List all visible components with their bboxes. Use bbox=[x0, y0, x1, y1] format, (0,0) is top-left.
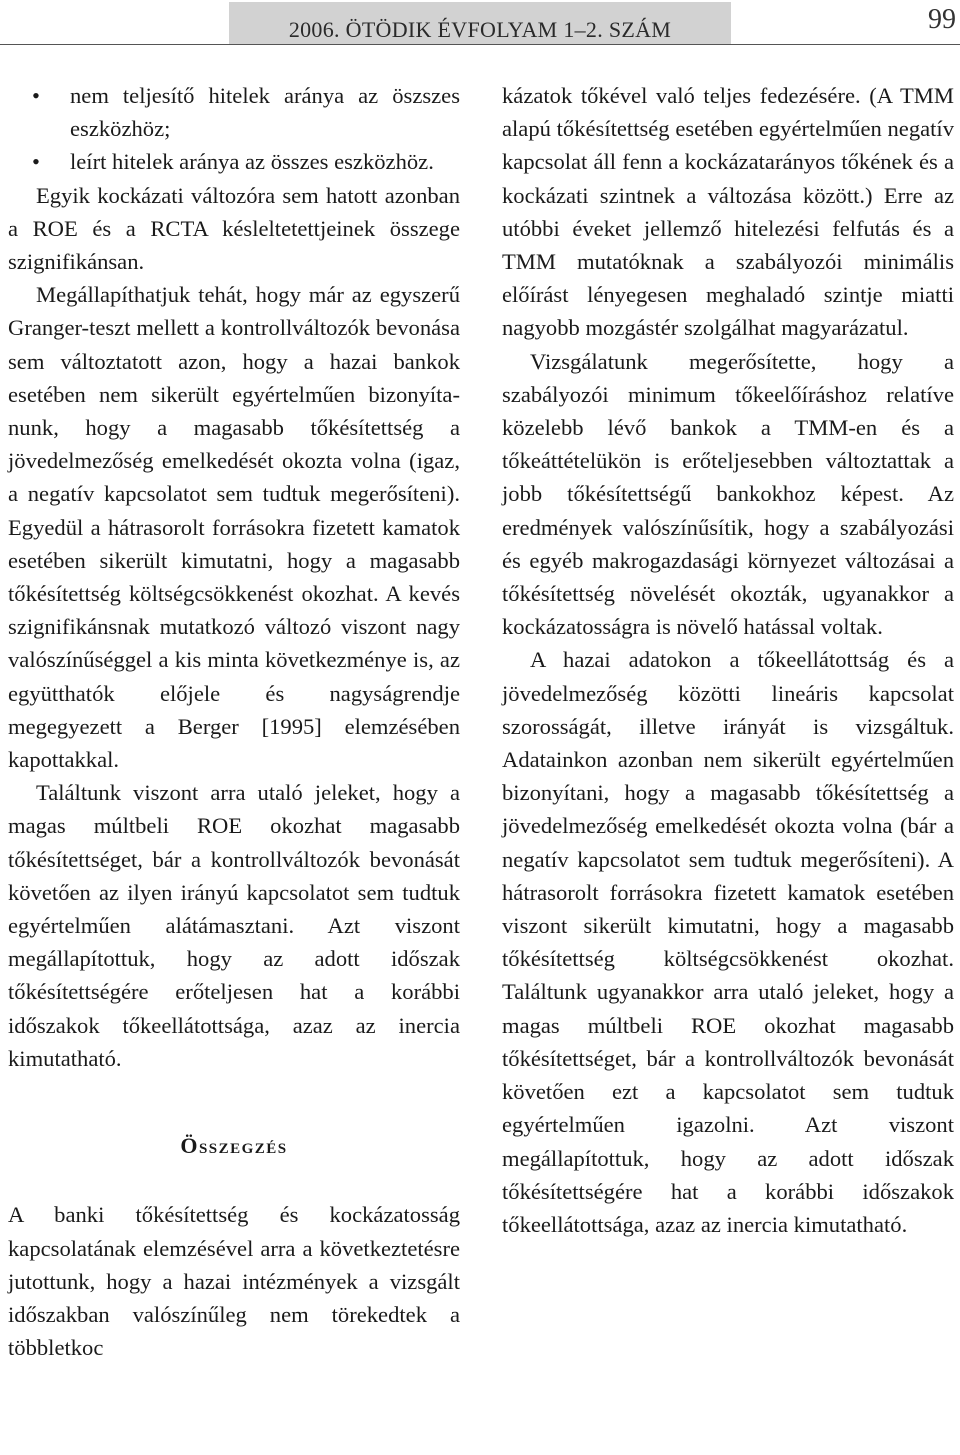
header-band bbox=[229, 2, 731, 44]
header-rule bbox=[0, 44, 960, 45]
bullet-list bbox=[8, 79, 460, 179]
left-column bbox=[8, 79, 460, 1364]
body-paragraph: A hazai adatokon a tőkeellátottság és a jövedelmezőség közötti lineáris kapcsolat szorosságát, illetve irányát is vizsgáltuk. Adatainkon azonban nem sikerült egyértelműen bizonyítani, hogy a magasabb tőkésítettség a jövedelmezőség emelkedését okozta volna (bár a negatív kapcsolatot sem tudtuk megerősíteni). A hátrasorolt forrásokra fizetett kamatok esetében viszont sikerült kimutatni, hogy a magasabb tőkésítettség költségcsökkenést okozhat. Találtunk ugyanakkor arra utaló jeleket, hogy a magas múltbeli ROE okozhat magasabb tőkésítettséget, bár a kontrollváltozók bevonását követően ezt a kapcsolatot sem tudtuk egyértelműen igazolni. Azt viszont megállapítottuk, hogy az adott időszak tőkésítettségére hat a korábbi időszakok tőkeellátottsága, azaz az inercia kimutatható. bbox=[502, 647, 954, 1237]
right-column bbox=[502, 79, 954, 1241]
body-paragraph: Vizsgálatunk megerősítette, hogy a szabályozói minimum tőkeelőíráshoz relatíve közelebb lévő bankok a TMM-en és a tőkeáttételükön is erőteljesebben változtattak a jobb tőkésítettségű bankokhoz képest. Az eredmények valószínűsítik, hogy a szabályozási és egyéb makrogazdasági környezet változásai a tőkésítettség növelését okozták, ugyanakkor a kockázatosságra is növelő hatással voltak. bbox=[502, 348, 954, 640]
journal-issue-title: 2006. ÖTÖDIK ÉVFOLYAM 1–2. SZÁM bbox=[288, 17, 672, 42]
body-paragraph: kázatok tőkével való teljes fedezésére. (A TMM alapú tőkésítettség esetében egyértelműen negatív kapcsolat áll fenn a kockázatarányos tőkének és a kockázati szintnek a változása között.) Erre az utóbbi éveket jellemző hitelezési felfutás és a TMM mutatóknak a szabályozói minimális előírást lényegesen meghaladó szintje miatti nagyobb mozgástér szolgálhat magyarázatul. bbox=[502, 83, 954, 341]
list-item bbox=[8, 79, 460, 145]
bullet-icon: • bbox=[32, 149, 40, 175]
page-number: 99 bbox=[928, 4, 956, 35]
body-paragraph: Megállapíthatjuk tehát, hogy már az egyszerű Granger-teszt mellett a kontrollváltozók bevonása sem változtatott azon, hogy a hazai bankok esetében nem sikerült egyértelműen bizonyítanunk, hogy a magasabb tőkésítettség a jövedelmezőség emelkedését okozta volna (igaz, a negatív kapcsolatot sem tudtuk megerősíteni). Egyedül a hátrasorolt forrásokra fizetett kamatok esetében sikerült kimutatni, hogy a magasabb tőkésítettség költségcsökkenést okozhat. A kevés szignifikánsnak mutatkozó változó viszont nagy valószínűséggel a kis minta következménye is, az együtthatók előjele és nagyságrendje megegyezett a Berger [1995] elemzésében kapottakkal. bbox=[8, 282, 460, 773]
list-item-text: leírt hitelek aránya az összes eszközhöz. bbox=[70, 149, 434, 175]
list-item bbox=[8, 145, 460, 178]
running-header bbox=[0, 0, 960, 50]
body-paragraph: Találtunk viszont arra utaló jeleket, hogy a magas múltbeli ROE okozhat magasabb tőkésítettséget, bár a kontrollváltozók bevonását követően az ilyen irányú kapcsolatot sem tudtuk egyértelműen alátámasztani. Azt viszont megállapítottuk, hogy az adott időszak tőkésítettségére erőteljesen hat a korábbi időszakok tőkeellátottsága, azaz az inercia kimutatható. bbox=[8, 780, 460, 1071]
section-heading: Összegzés bbox=[180, 1133, 288, 1159]
body-paragraph: Egyik kockázati változóra sem hatott azonban a ROE és a RCTA késleltetettjeinek összege szignifikánsan. bbox=[8, 182, 460, 275]
list-item-text: nem teljesítő hitelek aránya az öszszes eszközhöz; bbox=[70, 83, 460, 142]
bullet-icon: • bbox=[32, 83, 40, 108]
body-paragraph: A banki tőkésítettség és kockázatosság kapcsolatának elemzésével arra a következtetésre jutottunk, hogy a hazai intézmények a vizsgált időszakban valószínűleg nem törekedtek a többletkoc bbox=[8, 1202, 460, 1361]
